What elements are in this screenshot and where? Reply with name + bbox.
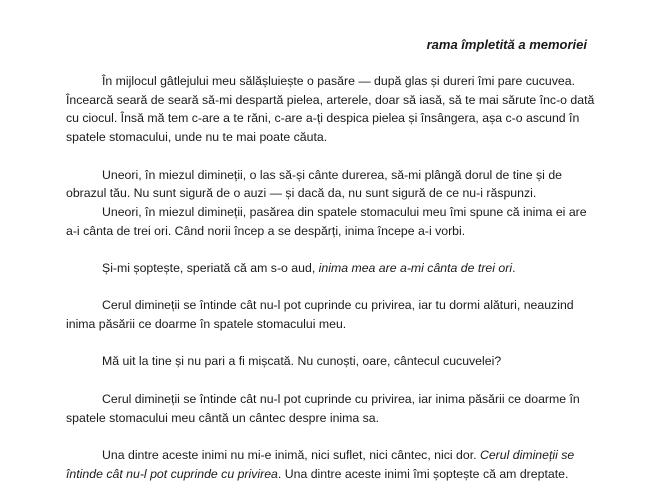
paragraph-8 (66, 446, 596, 483)
paragraph-3 (66, 203, 596, 240)
paragraph-2 (66, 166, 596, 203)
paragraph-text: Cerul dimineții se întinde cât nu-l pot cuprinde cu privirea, iar inima păsării ce doarme în spatele stomacului meu cântă un cântec despre inima sa. (66, 391, 580, 425)
paragraph-4 (66, 259, 596, 278)
paragraph-text: Una dintre aceste inimi nu mi-e inimă, nici suflet, nici cântec, nici dor. (102, 447, 480, 462)
paragraph-6 (66, 352, 596, 371)
paragraph-italic-text: Cerul dimineții se întinde cât nu-l pot cuprinde cu privirea (66, 447, 575, 481)
paragraph-text: Mă uit la tine și nu pari a fi mișcată. Nu cunoști, oare, cântecul cucuvelei? (102, 354, 502, 369)
paragraph-1 (66, 72, 596, 147)
paragraph-text: Și-mi șoptește, speriată că am s-o aud, (102, 261, 319, 275)
document-title: rama împletită a memoriei (426, 37, 587, 52)
paragraph-text: Uneori, în miezul dimineții, o las să-și cânte durerea, să-mi plângă dorul de tine și de obrazul tău. Nu sunt sigură de o auzi — și dacă da, nu sunt sigură de ce nu-i răspunzi. (66, 167, 562, 201)
paragraph-italic-text: inima mea are a-mi cânta de trei ori (318, 261, 513, 275)
document-body (66, 72, 596, 483)
paragraph-text: . (512, 261, 516, 275)
paragraph-text: În mijlocul gâtlejului meu sălășluiește o pasăre — după glas și dureri îmi pare cucuvea. Încearcă seară de seară să-mi despartă pielea, arterele, doar să iasă, să te mai sărute înc-o dată cu ciocul. Însă mă tem c-are a te răni, c-are a-ți despica pielea și însângera, așa c-o ascund în spatele stomacului, unde nu te mai poate căuta. (66, 74, 595, 145)
paragraph-7 (66, 390, 596, 427)
paragraph-text: Uneori, în miezul dimineții, pasărea din spatele stomacului meu îmi spune că inima ei are a-i cânta de trei ori. Când norii încep a se despărți, inima începe a-i vorbi. (66, 204, 587, 238)
paragraph-5 (66, 296, 596, 333)
paragraph-text: . Una dintre aceste inimi îmi șoptește că am dreptate. (277, 466, 569, 481)
paragraph-text: Cerul dimineții se întinde cât nu-l pot cuprinde cu privirea, iar tu dormi alături, neauzind inima păsării ce doarme în spatele stomacului meu. (66, 298, 574, 332)
